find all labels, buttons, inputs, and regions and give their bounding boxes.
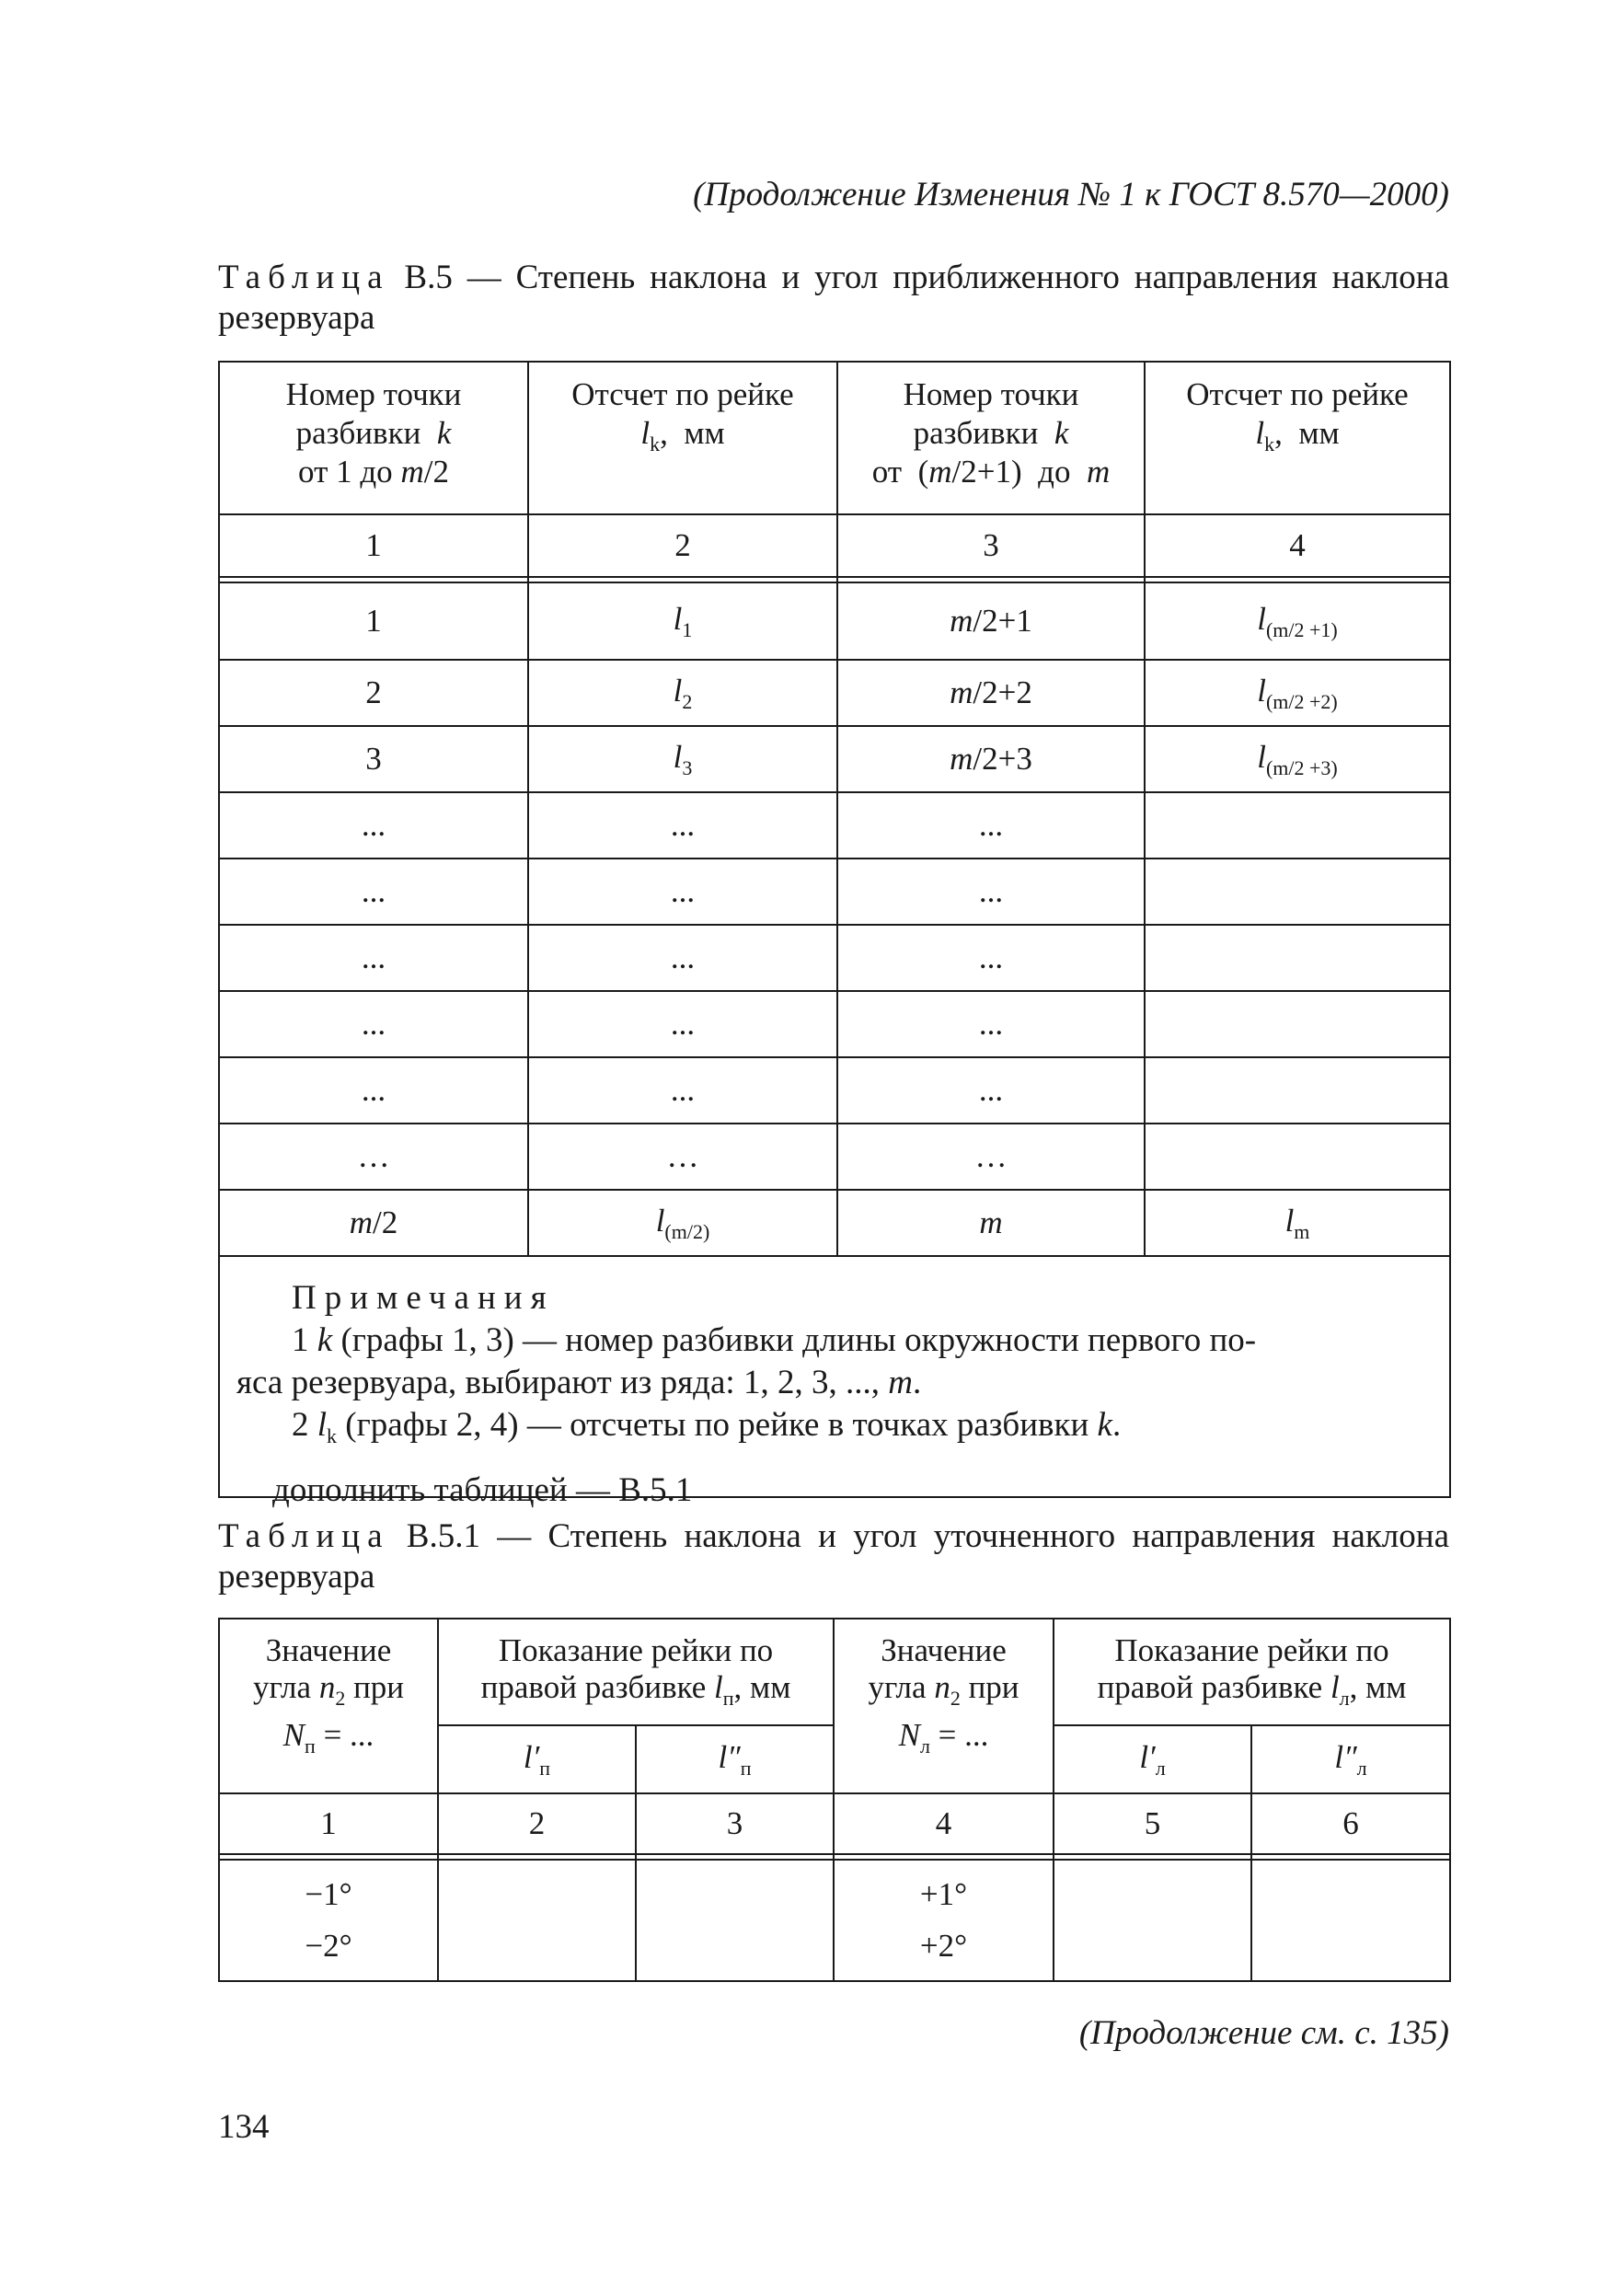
table-row: [219, 1190, 1450, 1256]
table1-cell: ...: [528, 991, 837, 1057]
table2-header-4: Значение угла $n_2$ при $N_л$ = ...: [834, 1619, 1054, 1793]
table-row: [219, 1057, 1450, 1124]
table1-cell: [1145, 1057, 1450, 1124]
table-row: [219, 859, 1450, 925]
table1-notes: [219, 1256, 1450, 1497]
table1-cell: ...: [528, 925, 837, 991]
note-1-cont: яса резервуара, выбирают из ряда: 1, 2, 3, ..., m.: [236, 1364, 922, 1401]
table2-cell: [1251, 1860, 1450, 1981]
table2-header-2: Показание рейки по правой разбивке $l_п$, мм: [438, 1619, 834, 1725]
table1-cell: ...: [837, 991, 1145, 1057]
table-row: [219, 1860, 1450, 1981]
table2-sub-lp2: $l''_п$: [636, 1725, 834, 1793]
table2-caption: [218, 1516, 1449, 1597]
table1-header-row: [219, 362, 1450, 514]
table1-colnum-2: 2: [528, 514, 837, 577]
supplement-text: дополнить таблицей — В.5.1: [272, 1471, 693, 1509]
table1-header-3: Номер точки разбивки k от (m/2+1) до m: [837, 362, 1145, 514]
table2-sub-ll1: $l'_л$: [1054, 1725, 1251, 1793]
table1-cell: m: [837, 1190, 1145, 1256]
table2-colnum-5: 5: [1054, 1793, 1251, 1854]
table2-header-5: Показание рейки по правой разбивке $l_л$, мм: [1054, 1619, 1450, 1725]
table2-sub-lp1: $l'_п$: [438, 1725, 636, 1793]
table2-header-row: [219, 1619, 1450, 1725]
table1-cell: 1: [219, 582, 528, 660]
table1-cell: m/2+3: [837, 726, 1145, 792]
table1-cell: ...: [528, 1057, 837, 1124]
table2-caption-word: Таблица: [218, 1517, 390, 1555]
table2-cell: [438, 1860, 636, 1981]
table1-cell: $l_{(m/2)}$: [528, 1190, 837, 1256]
footer-continuation: (Продолжение см. с. 135): [1078, 2014, 1449, 2052]
table2-colnum-6: 6: [1251, 1793, 1450, 1854]
table1-cell: ...: [219, 991, 528, 1057]
table1-cell: $l_{(m/2 +3)}$: [1145, 726, 1450, 792]
table1-cell: …: [219, 1124, 528, 1190]
table2-right-angles: +1° +2°: [834, 1860, 1054, 1981]
table-row: [219, 1124, 1450, 1190]
table1-cell: m/2+1: [837, 582, 1145, 660]
table1-cell: [1145, 859, 1450, 925]
page-number: 134: [218, 2108, 270, 2146]
table1-cell: $l_{(m/2 +2)}$: [1145, 660, 1450, 726]
note-2: 2 $l_k$ (графы 2, 4) — отсчеты по рейке в точках разбивки k.: [292, 1406, 1122, 1447]
table1-cell: $l_{(m/2 +1)}$: [1145, 582, 1450, 660]
table-row: [219, 582, 1450, 660]
table2-colnum-1: 1: [219, 1793, 438, 1854]
table1-cell: $l_m$: [1145, 1190, 1450, 1256]
table1-cell: ...: [528, 792, 837, 859]
table1-cell: [1145, 1124, 1450, 1190]
table2-header-1: Значение угла $n_2$ при $N_п$ = ...: [219, 1619, 438, 1793]
table1-cell: [1145, 925, 1450, 991]
table-row: [219, 660, 1450, 726]
table1-cell: ...: [219, 792, 528, 859]
table1-cell: ...: [837, 925, 1145, 991]
table1-cell: $l_2$: [528, 660, 837, 726]
table-row: [219, 925, 1450, 991]
table-row: [219, 726, 1450, 792]
table2-left-angles: −1° −2°: [219, 1860, 438, 1981]
table1-cell: ...: [528, 859, 837, 925]
table2-colnum-3: 3: [636, 1793, 834, 1854]
table-row: [219, 792, 1450, 859]
table1-cell: …: [837, 1124, 1145, 1190]
table-row: [219, 991, 1450, 1057]
table1-cell: ...: [219, 925, 528, 991]
table1-notes-row: [219, 1256, 1450, 1497]
table2-cell: [1054, 1860, 1251, 1981]
note-1: 1 k (графы 1, 3) — номер разбивки длины окружности первого по-: [292, 1321, 1257, 1359]
table2-colnum-4: 4: [834, 1793, 1054, 1854]
table1-cell: m/2+2: [837, 660, 1145, 726]
table1-header-4: Отсчет по рейке $l_k$, мм: [1145, 362, 1450, 514]
table1-cell: $l_3$: [528, 726, 837, 792]
table1-cell: …: [528, 1124, 837, 1190]
table1-header-1: Номер точки разбивки k от 1 до m/2: [219, 362, 528, 514]
table1-cell: ...: [837, 1057, 1145, 1124]
table1-colnum-3: 3: [837, 514, 1145, 577]
table2-colnum-2: 2: [438, 1793, 636, 1854]
table1-cell: ...: [837, 859, 1145, 925]
table1-cell: [1145, 792, 1450, 859]
table1-cell: [1145, 991, 1450, 1057]
table2-cell: [636, 1860, 834, 1981]
table2-sub-ll2: $l''_л$: [1251, 1725, 1450, 1793]
table1-cell: m/2: [219, 1190, 528, 1256]
table2-caption-text: В.5.1 — Степень наклона и угол уточненного направления наклона резервуара: [218, 1517, 1449, 1596]
table1-header-2: Отсчет по рейке $l_k$, мм: [528, 362, 837, 514]
notes-title: Примечания: [292, 1279, 555, 1317]
table1-cell: ...: [837, 792, 1145, 859]
table1-cell: 3: [219, 726, 528, 792]
table-b51: [218, 1618, 1451, 1982]
table1-cell: 2: [219, 660, 528, 726]
table2-column-numbers: [219, 1793, 1450, 1854]
table1-cell: $l_1$: [528, 582, 837, 660]
table1-cell: ...: [219, 859, 528, 925]
table1-caption: [218, 258, 1449, 339]
table1-column-numbers: [219, 514, 1450, 577]
table1-caption-word: Таблица: [218, 259, 390, 296]
header-continuation: (Продолжение Изменения № 1 к ГОСТ 8.570—2000): [693, 176, 1449, 213]
table-b5: [218, 361, 1451, 1498]
table1-cell: ...: [219, 1057, 528, 1124]
table1-colnum-1: 1: [219, 514, 528, 577]
table1-colnum-4: 4: [1145, 514, 1450, 577]
table1-caption-text: В.5 — Степень наклона и угол приближенного направления наклона резервуара: [218, 259, 1449, 337]
